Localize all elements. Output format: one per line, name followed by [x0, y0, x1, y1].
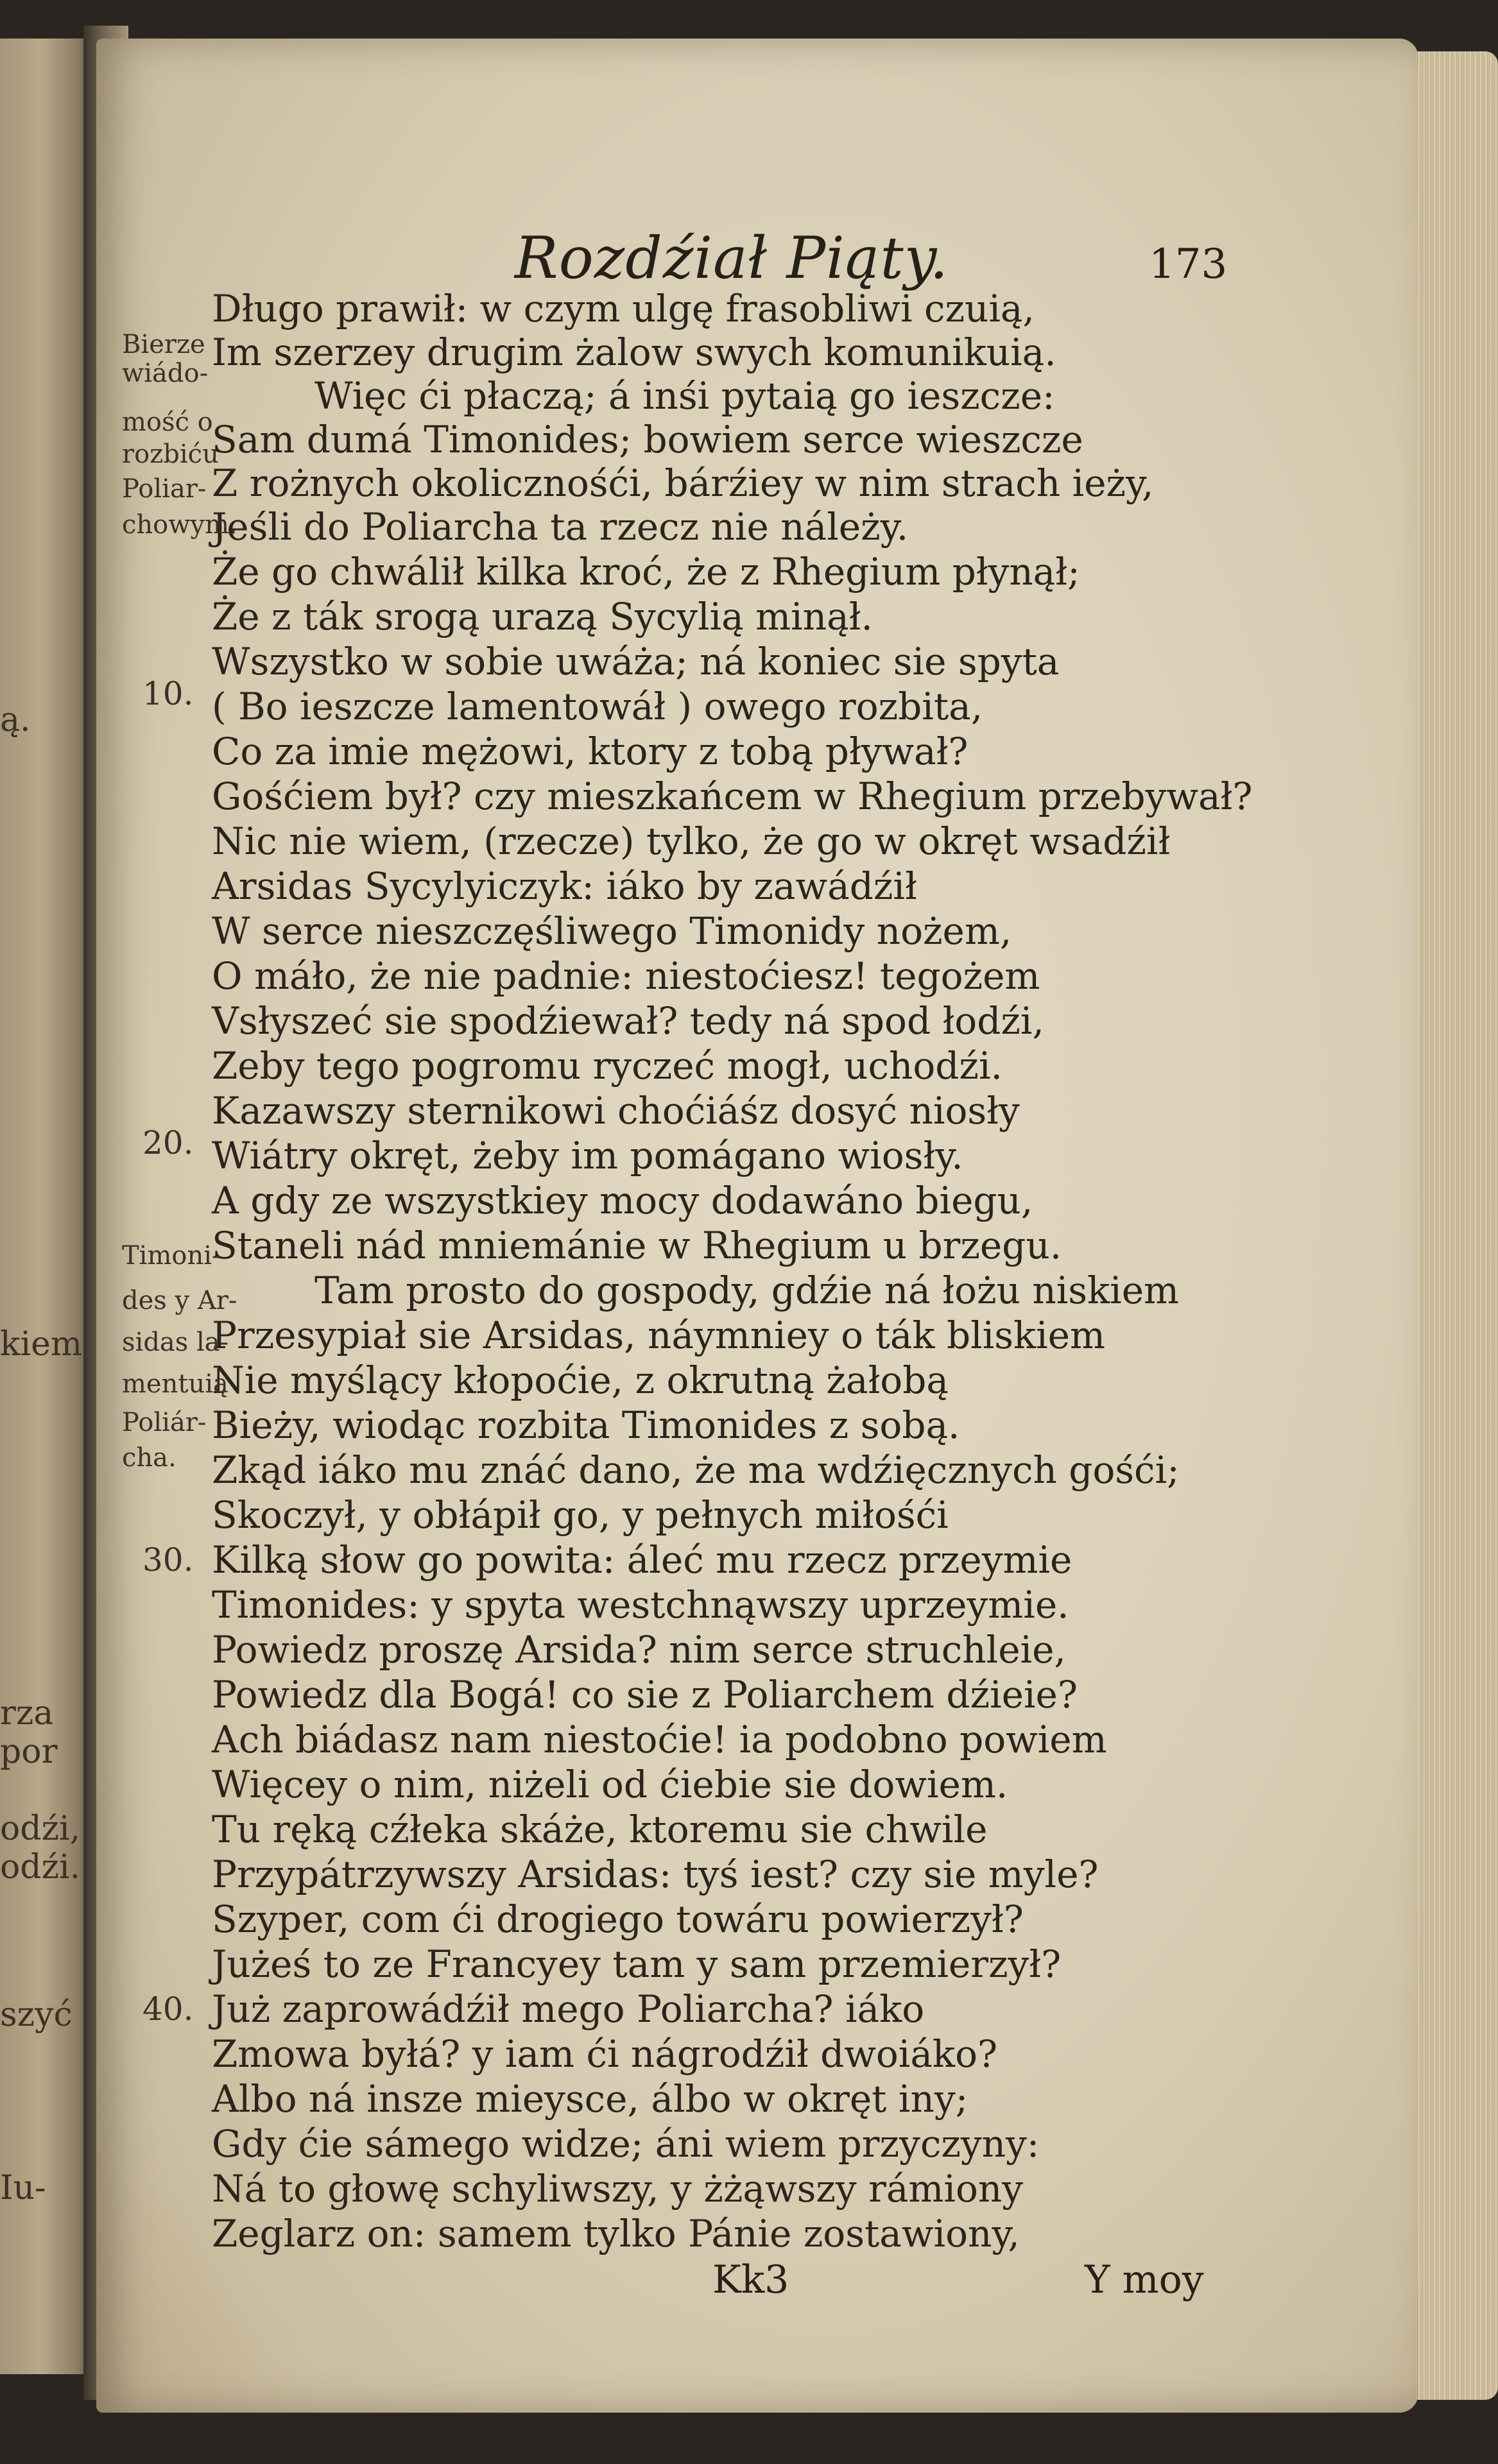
verse-line: Ach biádasz nam niestoćie! ia podobno powiem [212, 1718, 1107, 1761]
signature-mark: Kk3 [712, 2257, 789, 2302]
running-title: Rozdźiał Piąty. [514, 225, 949, 292]
verse-line: Timonides: y spyta westchnąwszy uprzeymie. [212, 1583, 1069, 1627]
verse-line: Staneli nád mniemánie w Rhegium u brzegu. [212, 1224, 1062, 1267]
verse-line: Że go chwálił kilka kroć, że z Rhegium płynął; [212, 550, 1080, 594]
verse-line: Sam dumá Timonides; bowiem serce wieszcze [212, 418, 1083, 461]
line-number: 40. [142, 1990, 194, 2028]
catchword: Y moy [1085, 2257, 1204, 2302]
verse-line: Arsidas Sycylyiczyk: iáko by zawádźił [212, 864, 917, 908]
line-number: 30. [142, 1541, 194, 1579]
verse-line: Gośćiem był? czy mieszkańcem w Rhegium przebywał? [212, 774, 1253, 818]
verse-line: O máło, że nie padnie: niestoćiesz! tegożem [212, 954, 1040, 998]
verse-line: Nic nie wiem, (rzecze) tylko, że go w okręt wsadźił [212, 819, 1171, 863]
verse-line: Zeglarz on: samem tylko Pánie zostawiony, [212, 2212, 1020, 2255]
verse-line: Co za imie mężowi, ktory z tobą pływał? [212, 730, 969, 773]
left-page-fragment: odźi. [0, 1848, 81, 1887]
verse-line: Z rożnych okolicznośći, bárźiey w nim strach ieży, [212, 461, 1154, 505]
left-page-fragment: rza [0, 1694, 54, 1733]
margin-note-line: Poliár- [122, 1408, 207, 1437]
left-page-fragment: kiem [0, 1325, 83, 1364]
verse-line: Przesypiał sie Arsidas, náymniey o ták bliskiem [212, 1313, 1105, 1357]
margin-note-line: Bierze [122, 330, 205, 359]
margin-note-line: cha. [122, 1443, 176, 1473]
verse-line: Już zaprowádźił mego Poliarcha? iáko [212, 1987, 925, 2031]
verse-line: Ná to głowę schyliwszy, y żżąwszy rámiony [212, 2167, 1024, 2211]
verse-line: Jeśli do Poliarcha ta rzecz nie náleży. [212, 505, 909, 549]
margin-note-line: sidas la- [122, 1328, 229, 1357]
verse-line: Wszystko w sobie uwáża; ná koniec sie spyta [212, 640, 1060, 683]
left-page-fragment: ą. [0, 701, 31, 739]
verse-line: Skoczył, y obłápił go, y pełnych miłośći [212, 1493, 949, 1537]
verse-line: Kazawszy sternikowi choćiáśz dosyć niosły [212, 1089, 1020, 1133]
verse-line: Szyper, com ći drogiego towáru powierzył? [212, 1897, 1024, 1941]
verse-line: Gdy ćie sámego widze; áni wiem przyczyny: [212, 2122, 1040, 2166]
verse-line: W serce nieszczęśliwego Timonidy nożem, [212, 909, 1012, 953]
verse-line: Zmowa byłá? y iam ći nágrodźił dwoiáko? [212, 2032, 998, 2076]
verse-line: Nie myślący kłopoćie, z okrutną żałobą [212, 1358, 949, 1402]
margin-note-line: Timoni- [122, 1241, 221, 1270]
left-page-fragment: por [0, 1733, 58, 1771]
verse-line: Przypátrzywszy Arsidas: tyś iest? czy sie myle? [212, 1852, 1099, 1896]
verse-line: A gdy ze wszystkiey mocy dodawáno biegu, [212, 1179, 1033, 1222]
verse-line: Im szerzey drugim żalow swych komunikuią. [212, 330, 1056, 374]
verse-line: ( Bo ieszcze lamentowáł ) owego rozbita, [212, 685, 983, 728]
verse-line: Powiedz dla Bogá! co sie z Poliarchem dźieie? [212, 1673, 1078, 1716]
left-page-fragment: odźi, [0, 1810, 81, 1848]
verse-line: Tu ręką cźłeka skáże, ktoremu sie chwile [212, 1808, 988, 1851]
line-number: 10. [142, 675, 194, 712]
verse-line: Więcey o nim, niżeli od ćiebie sie dowiem. [212, 1763, 1008, 1806]
margin-note-line: mentuią [122, 1369, 228, 1399]
margin-note-line: rozbiću [122, 440, 219, 469]
verse-line: Wiátry okręt, żeby im pomágano wiosły. [212, 1134, 963, 1177]
verse-line: Powiedz proszę Arsida? nim serce struchleie, [212, 1628, 1066, 1672]
margin-note-line: wiádo- [122, 359, 209, 388]
left-page-fragment: szyć [0, 1996, 73, 2034]
line-number: 20. [142, 1124, 194, 1161]
verse-line: Bieży, wiodąc rozbita Timonides z sobą. [212, 1403, 960, 1447]
verse-line: Że z ták srogą urazą Sycylią minął. [212, 595, 873, 638]
left-page-fragment: Iu- [0, 2169, 46, 2207]
verse-line: Długo prawił: w czym ulgę frasobliwi czuią, [212, 287, 1035, 330]
margin-note-line: des y Ar- [122, 1286, 237, 1315]
verse-line: Jużeś to ze Francyey tam y sam przemierzył? [212, 1942, 1062, 1986]
margin-note-line: mość o [122, 407, 213, 437]
verse-line: Więc ći płaczą; á inśi pytaią go ieszcze: [314, 374, 1055, 418]
verse-line: Tam prosto do gospody, gdźie ná łożu niskiem [314, 1269, 1180, 1312]
page-number: 173 [1149, 241, 1228, 288]
verse-line: Kilką słow go powita: áleć mu rzecz przeymie [212, 1538, 1072, 1582]
verse-line: Vsłyszeć sie spodźiewał? tedy ná spod łodźi, [212, 999, 1044, 1043]
verse-line: Zkąd iáko mu znáć dano, że ma wdźięcznych gośći; [212, 1448, 1180, 1492]
verse-line: Zeby tego pogromu ryczeć mogł, uchodźi. [212, 1044, 1003, 1088]
margin-note-line: chowym. [122, 510, 237, 540]
verse-line: Albo ná insze mieysce, álbo w okręt iny; [212, 2077, 969, 2121]
margin-note-line: Poliar- [122, 474, 207, 504]
